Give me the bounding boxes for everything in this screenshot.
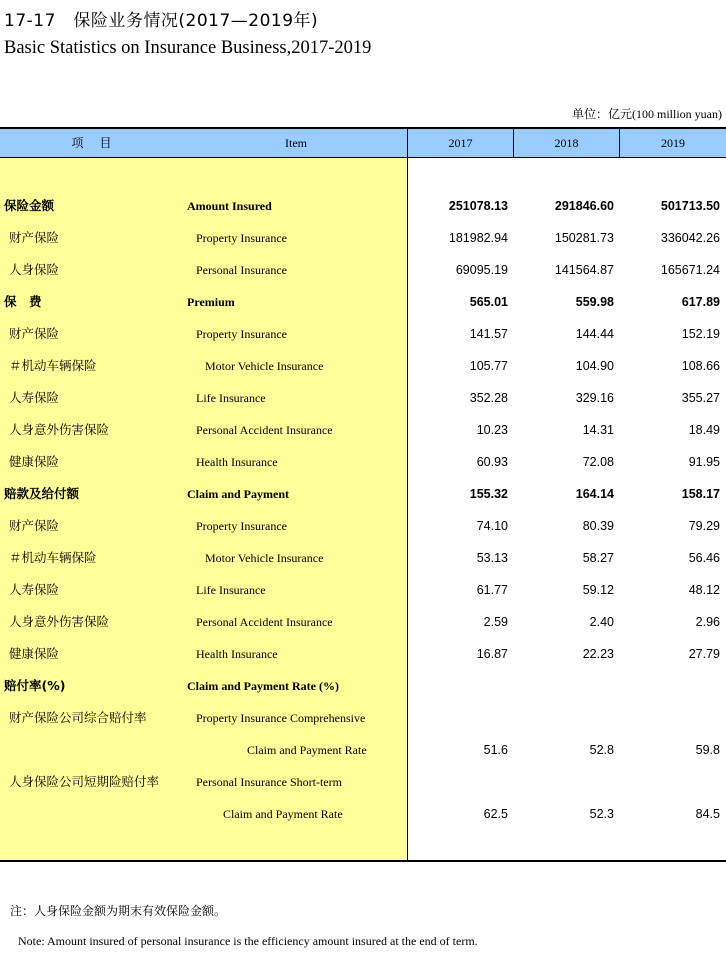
table-row: [0, 606, 726, 638]
row-value-2017: 61.77: [476, 583, 508, 597]
row-value-2019: 108.66: [681, 359, 720, 373]
row-label-en: Property Insurance: [196, 327, 287, 341]
row-value-2017: 141.57: [469, 327, 508, 341]
row-value-2019: 501713.50: [660, 199, 720, 213]
header-year-2018: 2018: [554, 136, 579, 150]
header-year-2017: 2017: [448, 136, 473, 150]
row-value-2018: 58.27: [582, 551, 614, 565]
row-label-cn: 财产保险: [9, 326, 60, 341]
row-value-2018: 52.8: [589, 743, 614, 757]
row-label-cn: 健康保险: [9, 454, 60, 469]
row-label-en: Personal Insurance Short-term: [196, 775, 342, 789]
row-label-en: Claim and Payment Rate: [247, 743, 367, 757]
row-label-en: Property Insurance: [196, 231, 287, 245]
row-value-2018: 329.16: [575, 391, 614, 405]
row-value-2019: 336042.26: [660, 231, 720, 245]
header-cn: 项 目: [71, 136, 114, 150]
table-row: [0, 286, 726, 318]
table-row: [0, 542, 726, 574]
note-cn: 注：人身保险金额为期末有效保险金额。: [10, 904, 227, 918]
row-value-2019: 27.79: [688, 647, 720, 661]
row-value-2019: 617.89: [681, 295, 720, 309]
table-row: [0, 414, 726, 446]
table-header: [0, 129, 726, 158]
row-label-en: Health Insurance: [196, 455, 278, 469]
table-row: [0, 222, 726, 254]
row-label-cn: 赔付率(%): [4, 678, 66, 693]
row-value-2018: 80.39: [582, 519, 614, 533]
page-title-en: Basic Statistics on Insurance Business,2017-2019: [4, 38, 372, 58]
row-label-en: Property Insurance: [196, 519, 287, 533]
row-value-2019: 18.49: [688, 423, 720, 437]
row-value-2018: 22.23: [582, 647, 614, 661]
row-value-2018: 150281.73: [554, 231, 614, 245]
row-label-cn: 赔款及给付额: [4, 486, 80, 501]
row-value-2017: 51.6: [483, 743, 508, 757]
row-label-en: Life Insurance: [196, 583, 266, 597]
row-value-2018: 72.08: [582, 455, 614, 469]
row-value-2019: 56.46: [688, 551, 720, 565]
row-value-2017: 565.01: [469, 295, 508, 309]
table-row: [0, 766, 726, 798]
row-label-cn: ＃机动车辆保险: [9, 358, 97, 373]
row-label-en: Property Insurance Comprehensive: [196, 711, 366, 725]
row-label-en: Personal Accident Insurance: [196, 615, 333, 629]
row-value-2019: 91.95: [688, 455, 720, 469]
row-value-2018: 2.40: [589, 615, 614, 629]
row-label-cn: 人寿保险: [9, 582, 60, 597]
table-row: [0, 670, 726, 702]
row-value-2018: 59.12: [582, 583, 614, 597]
row-value-2017: 53.13: [476, 551, 508, 565]
header-divider: [619, 129, 620, 157]
row-label-en: Motor Vehicle Insurance: [205, 359, 324, 373]
row-value-2017: 181982.94: [448, 231, 508, 245]
row-value-2017: 10.23: [476, 423, 508, 437]
row-label-cn: ＃机动车辆保险: [9, 550, 97, 565]
row-label-cn: 健康保险: [9, 646, 60, 661]
row-label-en: Claim and Payment Rate (%): [187, 679, 339, 693]
row-label-cn: 财产保险: [9, 230, 60, 245]
table-row: [0, 510, 726, 542]
table-bottom-border: [0, 860, 726, 862]
row-label-en: Claim and Payment: [187, 487, 289, 501]
header-divider: [513, 129, 514, 157]
row-value-2019: 84.5: [695, 807, 720, 821]
row-label-cn: 人身保险: [9, 262, 60, 277]
row-value-2017: 155.32: [469, 487, 508, 501]
row-value-2017: 352.28: [469, 391, 508, 405]
row-value-2019: 165671.24: [660, 263, 720, 277]
row-value-2017: 251078.13: [448, 199, 508, 213]
row-value-2019: 152.19: [681, 327, 720, 341]
row-value-2017: 60.93: [476, 455, 508, 469]
table-row: [0, 798, 726, 830]
page-title-cn: 17-17 保险业务情况(2017—2019年): [4, 11, 319, 31]
row-value-2018: 164.14: [575, 487, 614, 501]
statistics-table: [0, 127, 726, 862]
table-row: [0, 350, 726, 382]
row-value-2017: 105.77: [469, 359, 508, 373]
table-row: [0, 702, 726, 734]
row-label-en: Health Insurance: [196, 647, 278, 661]
row-label-cn: 人身意外伤害保险: [9, 614, 110, 629]
row-value-2017: 16.87: [476, 647, 508, 661]
row-value-2018: 144.44: [575, 327, 614, 341]
table-row: [0, 478, 726, 510]
row-value-2019: 2.96: [695, 615, 720, 629]
row-value-2018: 14.31: [582, 423, 614, 437]
row-label-en: Premium: [187, 295, 235, 309]
header-divider: [407, 129, 408, 157]
header-item: Item: [285, 136, 307, 150]
row-label-en: Claim and Payment Rate: [223, 807, 343, 821]
row-value-2019: 158.17: [681, 487, 720, 501]
row-label-cn: 人身保险公司短期险赔付率: [9, 774, 160, 789]
row-value-2017: 74.10: [476, 519, 508, 533]
table-row: [0, 574, 726, 606]
table-row: [0, 382, 726, 414]
row-label-en: Life Insurance: [196, 391, 266, 405]
row-label-cn: 人身意外伤害保险: [9, 422, 110, 437]
row-label-en: Personal Insurance: [196, 263, 287, 277]
unit-label: 单位：亿元(100 million yuan): [572, 107, 722, 121]
row-value-2018: 559.98: [575, 295, 614, 309]
row-label-cn: 保 费: [4, 294, 42, 309]
row-value-2019: 59.8: [695, 743, 720, 757]
table-row: [0, 254, 726, 286]
table-row: [0, 318, 726, 350]
table-row: [0, 638, 726, 670]
row-value-2018: 291846.60: [554, 199, 614, 213]
row-value-2018: 141564.87: [554, 263, 614, 277]
row-value-2018: 52.3: [589, 807, 614, 821]
row-value-2017: 2.59: [483, 615, 508, 629]
row-label-cn: 人寿保险: [9, 390, 60, 405]
row-value-2019: 355.27: [681, 391, 720, 405]
row-label-cn: 保险金额: [4, 198, 55, 213]
header-year-2019: 2019: [661, 136, 685, 150]
row-label-en: Amount Insured: [187, 199, 272, 213]
row-value-2017: 69095.19: [455, 263, 508, 277]
row-value-2017: 62.5: [483, 807, 508, 821]
row-label-en: Motor Vehicle Insurance: [205, 551, 324, 565]
row-value-2019: 79.29: [688, 519, 720, 533]
row-value-2018: 104.90: [575, 359, 614, 373]
row-value-2019: 48.12: [688, 583, 720, 597]
table-row: [0, 190, 726, 222]
row-label-cn: 财产保险公司综合赔付率: [9, 710, 147, 725]
table-row: [0, 734, 726, 766]
row-label-cn: 财产保险: [9, 518, 60, 533]
row-label-en: Personal Accident Insurance: [196, 423, 333, 437]
note-en: Note: Amount insured of personal insurance is the efficiency amount insured at the end of term.: [18, 934, 478, 948]
table-row: [0, 446, 726, 478]
